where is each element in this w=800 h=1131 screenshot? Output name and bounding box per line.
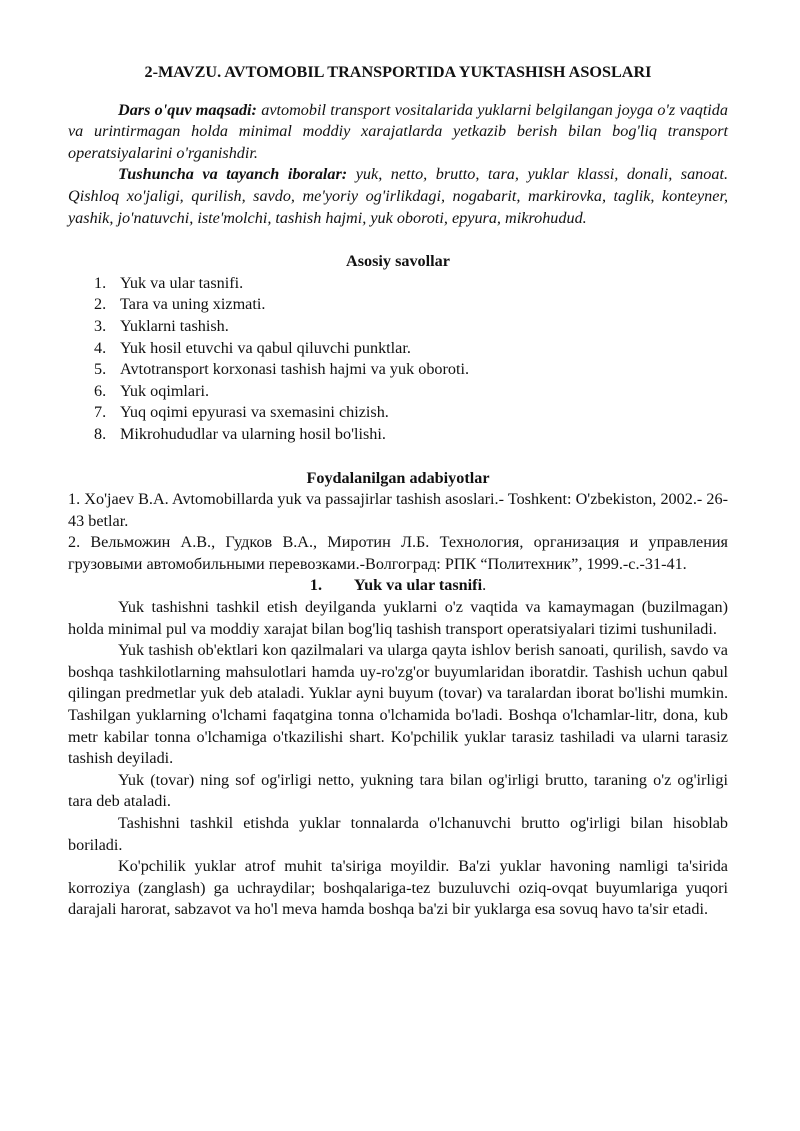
list-item: 3. Yuklarni tashish. — [94, 316, 229, 335]
section-number: 1. — [309, 576, 323, 595]
goal-paragraph — [68, 100, 728, 165]
list-item: 4. Yuk hosil etuvchi va qabul qiluvchi punktlar. — [94, 338, 411, 357]
document-page — [68, 62, 728, 921]
goal-label: Dars o'quv maqsadi: — [118, 100, 257, 119]
terms-text: yuk, netto, brutto, tara, yuklar klassi, donali, sanoat. Qishloq xo'jaligi, qurilish, savdo, me'yoriy og'irlikdagi, nogabarit, markirovka, taglik, konteyner, yashik, jo'natuvchi, iste'molchi, tashish hajmi, yuk oboroti, epyura, mikrohudud. — [68, 165, 728, 227]
body-paragraph: Yuk tashishni tashkil etish deyilganda yuklarni o'z vaqtida va kamaymagan (buzilmagan) holda minimal pul va moddiy xarajat bilan bog'liq tashish transport operatsiyalari tizimi tushuniladi. — [68, 598, 728, 638]
body-paragraph: Ko'pchilik yuklar atrof muhit ta'siriga moyildir. Ba'zi yuklar havoning namligi ta'sirida korroziya (zanglash) ga uchraydilar; boshqalariga-tez buzuluvchi oziq-ovqat buyumlariga yuqori darajali harorat, sabzavot va ho'l meva hamda boshqa ba'zi bir yuklarga esa sovuq havo ta'sir etadi. — [68, 857, 728, 919]
section-title: Yuk va ular tasnifi — [353, 576, 483, 595]
goal-text: avtomobil transport vositalarida yuklarni belgilangan joyga o'z vaqtida va urintirmagan holda minimal moddiy xarajatlarda yetkazib berish bilan bog'liq transport operatsiyalarini o'rganishdir. — [68, 100, 728, 162]
section-heading: 1. Yuk va ular tasnifi. — [68, 575, 728, 597]
literature-item: 1. Xo'jaev B.A. Avtomobillarda yuk va passajirlar tashish asoslari.- Toshkent: O'zbekiston, 2002.- 26-43 betlar. — [68, 490, 728, 530]
list-item: 7. Yuq oqimi epyurasi va sxemasini chizish. — [94, 403, 389, 422]
body-paragraph: Yuk tashish ob'ektlari kon qazilmalari va ularga qayta ishlov berish sanoati, qurilish, savdo va boshqa tashkilotlarning mahsulotlari hamda uy-ro'zg'or buyumlaridan iboratdir. Tashish uchun qabul qilingan predmetlar yuk deb ataladi. Yuklar ayni buyum (tovar) va taralardan iborat bo'lishi mumkin. Tashilgan yuklarning o'lchami faqatgina tonna o'lchamida bo'ladi. Boshqa o'lchamlar-litr, dona, kub metr kabilar tonna o'lchamiga o'tkazilishi shart. Ko'pchilik yuklar tarasiz tashiladi va ularni tarasiz tashish deyiladi. — [68, 641, 728, 768]
list-item: 2. Tara va uning xizmati. — [94, 295, 266, 314]
literature-heading: Foydalanilgan adabiyotlar — [306, 468, 490, 487]
list-item: 6. Yuk oqimlari. — [94, 381, 210, 400]
questions-heading: Asosiy savollar — [346, 252, 450, 271]
terms-paragraph — [68, 164, 728, 229]
list-item: 8. Mikrohududlar va ularning hosil bo'lishi. — [94, 424, 386, 443]
literature-item: 2. Вельможин А.В., Гудков В.А., Миротин Л.Б. Технология, организация и управления грузовыми автомобильными перевозками.-Волгоград: РПК “Политехник”, 1999.-с.-31-41. — [68, 533, 728, 573]
terms-label: Tushuncha va tayanch iboralar: — [118, 165, 348, 184]
body-paragraph: Yuk (tovar) ning sof og'irligi netto, yukning tara bilan og'irligi brutto, taraning o'z og'irligi tara deb ataladi. — [68, 770, 728, 811]
list-item: 5. Avtotransport korxonasi tashish hajmi va yuk oboroti. — [94, 360, 470, 379]
body-paragraph: Tashishni tashkil etishda yuklar tonnalarda o'lchanuvchi brutto og'irligi bilan hisoblab boriladi. — [68, 814, 728, 854]
list-item: 1. Yuk va ular tasnifi. — [94, 273, 244, 292]
questions-list — [68, 273, 728, 446]
document-title: 2-MAVZU. AVTOMOBIL TRANSPORTIDA YUKTASHISH ASOSLARI — [144, 63, 652, 81]
